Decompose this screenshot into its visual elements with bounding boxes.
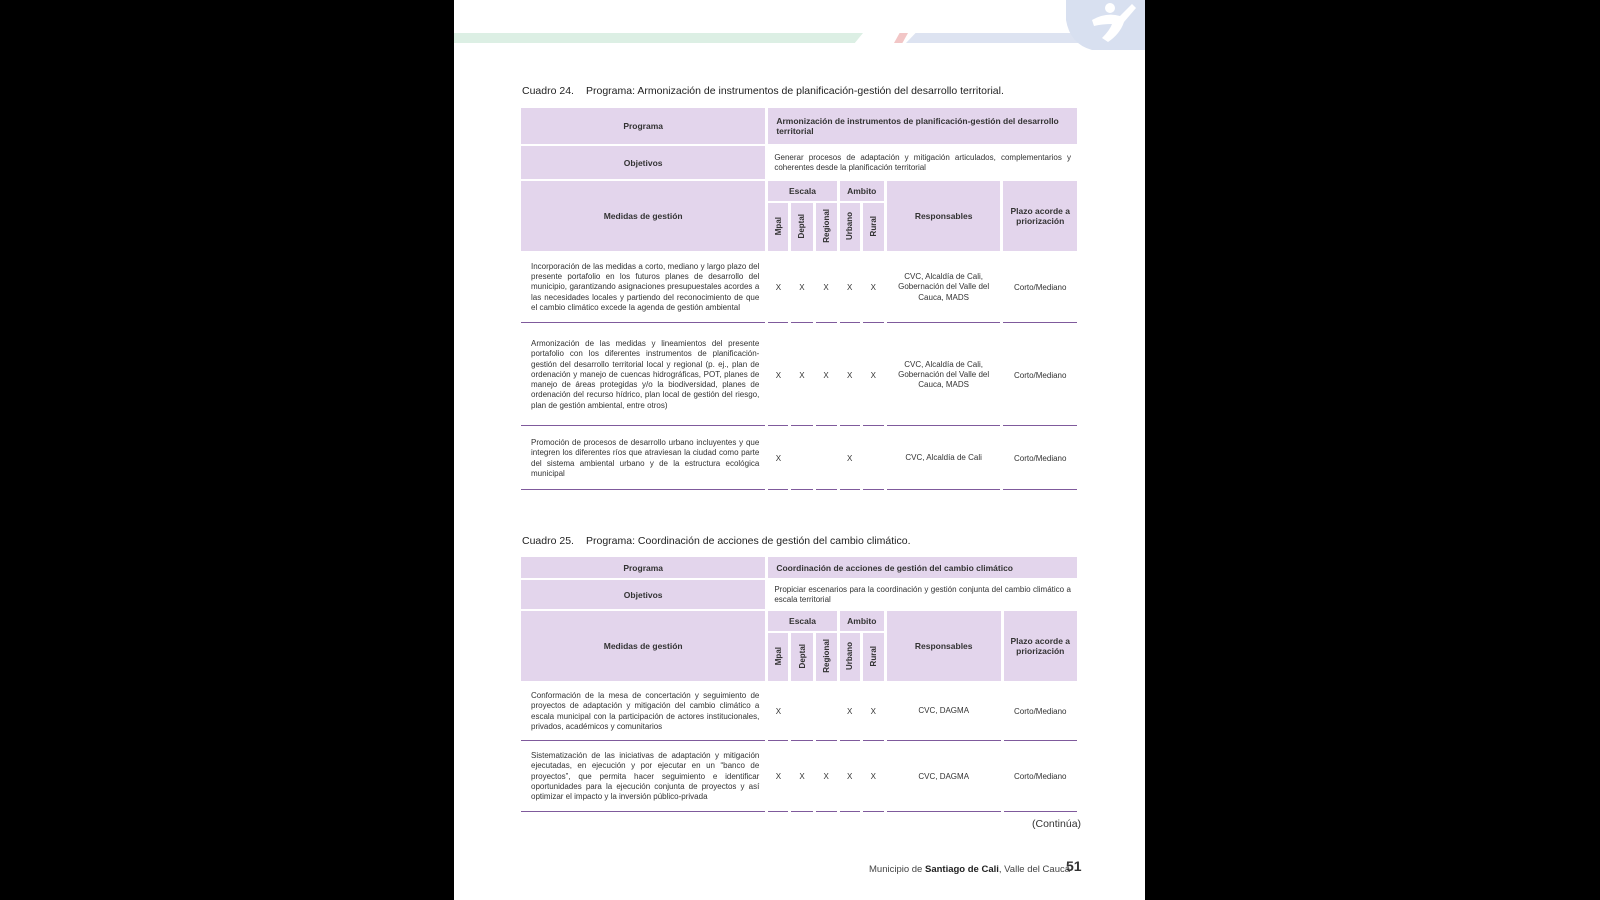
- objetivos-label: Objetivos: [521, 580, 765, 609]
- caption-number: Cuadro 24.: [522, 85, 574, 97]
- mark-mpal: X: [768, 428, 788, 490]
- plazo-value: Corto/Mediano: [1004, 683, 1077, 741]
- mark-deptal: [791, 428, 812, 490]
- table-row: [521, 325, 1077, 426]
- responsables-value: CVC, DAGMA: [887, 743, 1001, 811]
- program-table: [518, 555, 1080, 814]
- programa-label: Programa: [521, 557, 765, 578]
- continua-label: (Continúa): [1032, 818, 1082, 830]
- responsables-value: CVC, Alcaldía de Cali, Gobernación del Valle del Cauca, MADS: [887, 325, 1001, 426]
- medida-description: Incorporación de las medidas a corto, mediano y largo plazo del presente portafolio en los futuros planes de desarrollo del municipio, garantizando asignaciones presupuestales acordes a las necesidades locales y partiendo del reconocimiento de que el cambio climático excede la agenda de gestión ambiental: [521, 253, 765, 323]
- table-row: [521, 428, 1077, 490]
- col-urbano-header: Urbano: [840, 633, 860, 681]
- col-mpal-header: Mpal: [768, 203, 788, 251]
- caption-number: Cuadro 25.: [522, 535, 574, 547]
- mark-rural: X: [863, 325, 884, 426]
- page-footer: [869, 864, 1070, 875]
- caption-title: Programa: Armonización de instrumentos de planificación-gestión del desarrollo territorial.: [586, 85, 1004, 97]
- mark-regional: X: [816, 743, 837, 811]
- footer-prefix: Municipio de: [869, 864, 925, 875]
- col-rural-header: Rural: [863, 633, 884, 681]
- responsables-value: CVC, Alcaldía de Cali: [887, 428, 1001, 490]
- caption-title: Programa: Coordinación de acciones de gestión del cambio climático.: [586, 535, 911, 547]
- mark-rural: X: [863, 683, 884, 741]
- medidas-header: Medidas de gestión: [521, 181, 765, 251]
- mark-rural: X: [863, 253, 884, 323]
- header-band-red: [894, 33, 908, 43]
- medida-description: Sistematización de las iniciativas de adaptación y mitigación ejecutadas, en ejecución y por ejecutar en un “banco de proyectos”, que permita hacer seguimiento e identificar oportunidades para la ejecución conjunta de proyectos y así optimizar el impacto y la inversión público-privada: [521, 743, 765, 811]
- responsables-value: CVC, Alcaldía de Cali, Gobernación del Valle del Cauca, MADS: [887, 253, 1001, 323]
- escala-header: Escala: [768, 611, 836, 631]
- escala-header: Escala: [768, 181, 836, 201]
- table-row: [521, 743, 1077, 811]
- mark-regional: [816, 428, 837, 490]
- medida-description: Promoción de procesos de desarrollo urbano incluyentes y que integren los diferentes ríos que atraviesan la ciudad como parte del sistema ambiental urbano y de la estructura ecológica municipal: [521, 428, 765, 490]
- mark-rural: X: [863, 743, 884, 811]
- col-deptal-header: Deptal: [791, 203, 812, 251]
- medidas-header: Medidas de gestión: [521, 611, 765, 681]
- programa-label: Programa: [521, 108, 765, 144]
- mark-urbano: X: [840, 253, 860, 323]
- mark-deptal: X: [791, 325, 812, 426]
- table-row: [521, 253, 1077, 323]
- mark-deptal: X: [791, 253, 812, 323]
- plazo-value: Corto/Mediano: [1003, 253, 1077, 323]
- objetivos-value: Propiciar escenarios para la coordinación y gestión conjunta del cambio climático a escala territorial: [774, 584, 1071, 604]
- program-table: [518, 106, 1080, 492]
- mark-urbano: X: [840, 428, 860, 490]
- table-row: [521, 683, 1077, 741]
- mark-mpal: X: [768, 683, 788, 741]
- ambito-header: Ambito: [840, 611, 884, 631]
- plazo-value: Corto/Mediano: [1003, 325, 1077, 426]
- mark-regional: X: [816, 253, 837, 323]
- medida-description: Armonización de las medidas y lineamientos del presente portafolio con los diferentes instrumentos de planificación-gestión del desarrollo territorial local y regional (p. ej., plan de ordenación y manejo de cuencas hidrográficas, POT, planes de manejo de áreas protegidas y/o la biodiversidad, planes de ordenación del recurso hídrico, plan local de gestión del riesgo, plan de gestión ambiental, entre otros): [521, 325, 765, 426]
- plazo-value: Corto/Mediano: [1003, 428, 1077, 490]
- plazo-header: Plazo acorde a priorización: [1004, 611, 1077, 681]
- programa-value: Armonización de instrumentos de planificación-gestión del desarrollo territorial: [768, 108, 1077, 144]
- responsables-header: Responsables: [887, 611, 1001, 681]
- ambito-header: Ambito: [840, 181, 884, 201]
- responsables-header: Responsables: [887, 181, 1001, 251]
- mark-mpal: X: [768, 325, 788, 426]
- programa-value: Coordinación de acciones de gestión del cambio climático: [768, 557, 1077, 578]
- mark-urbano: X: [840, 683, 860, 741]
- page-number: 51: [1066, 858, 1082, 874]
- mark-regional: [816, 683, 837, 741]
- medida-description: Conformación de la mesa de concertación y seguimiento de proyectos de adaptación y mitigación del cambio climático a escala municipal con la participación de actores institucionales, privados, académicos y comunitarios: [521, 683, 765, 741]
- footer-suffix: , Valle del Cauca: [998, 864, 1071, 875]
- table-caption: [522, 535, 911, 547]
- mark-deptal: X: [791, 743, 812, 811]
- decorative-figure-icon: [1062, 0, 1145, 50]
- col-deptal-header: Deptal: [791, 633, 812, 681]
- plazo-header: Plazo acorde a priorización: [1003, 181, 1077, 251]
- footer-city: Santiago de Cali: [924, 864, 999, 875]
- mark-urbano: X: [840, 743, 860, 811]
- responsables-value: CVC, DAGMA: [887, 683, 1001, 741]
- mark-rural: [863, 428, 884, 490]
- mark-urbano: X: [840, 325, 860, 426]
- mark-deptal: [791, 683, 812, 741]
- col-regional-header: Regional: [816, 203, 837, 251]
- document-page: [454, 0, 1145, 900]
- col-urbano-header: Urbano: [840, 203, 860, 251]
- mark-mpal: X: [768, 253, 788, 323]
- plazo-value: Corto/Mediano: [1004, 743, 1077, 811]
- table-caption: [522, 85, 1004, 97]
- mark-mpal: X: [768, 743, 788, 811]
- col-mpal-header: Mpal: [768, 633, 788, 681]
- objetivos-value: Generar procesos de adaptación y mitigación articulados, complementarios y coherentes desde la planificación territorial: [774, 152, 1071, 172]
- col-rural-header: Rural: [863, 203, 884, 251]
- objetivos-label: Objetivos: [521, 146, 765, 179]
- mark-regional: X: [816, 325, 837, 426]
- header-band-green: [454, 33, 863, 43]
- col-regional-header: Regional: [816, 633, 837, 681]
